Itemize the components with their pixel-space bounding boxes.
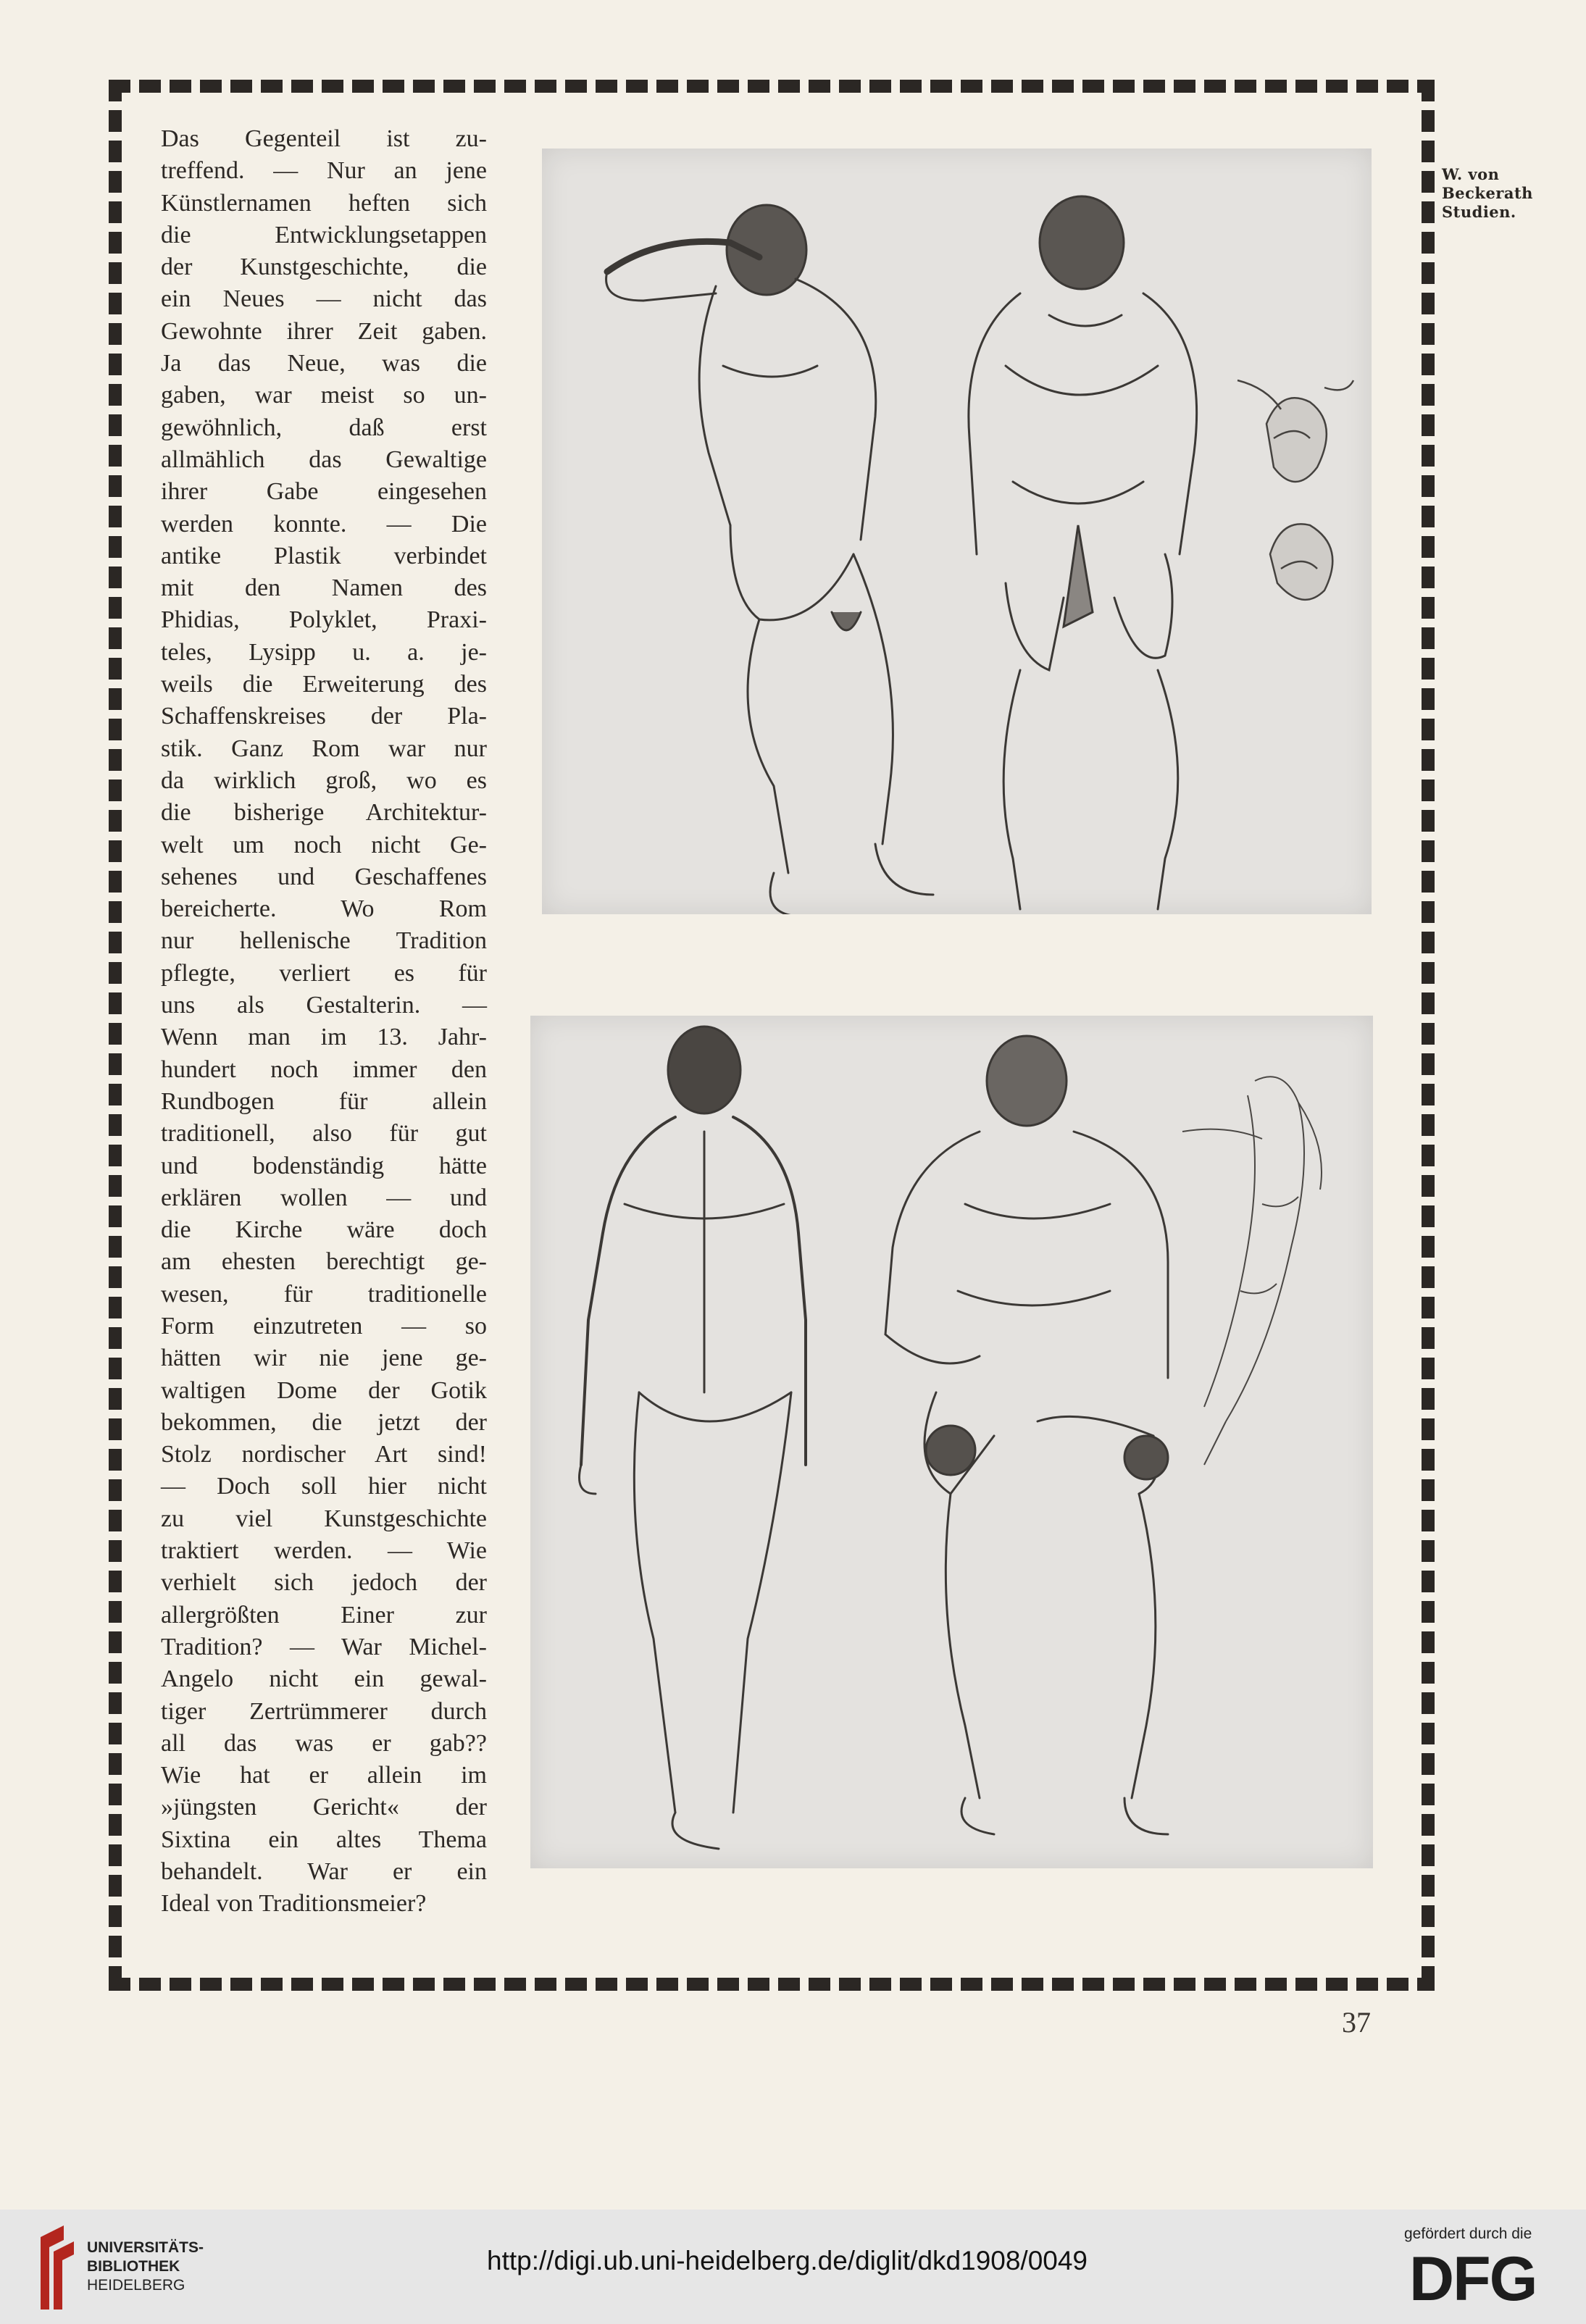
caption-line: Beckerath <box>1442 184 1533 202</box>
text-line: da wirklich groß, wo es <box>161 766 487 794</box>
text-line: werden konnte. — Die <box>161 510 487 538</box>
text-line: ein Neues — nicht das <box>161 285 487 313</box>
funding-note: gefördert durch die <box>1404 2225 1532 2242</box>
text-line: mit den Namen des <box>161 574 487 602</box>
text-line: traktiert werden. — Wie <box>161 1537 487 1565</box>
text-line: Angelo nicht ein gewal- <box>161 1665 487 1693</box>
text-line: tiger Zertrümmerer durch <box>161 1697 487 1725</box>
text-line: treffend. — Nur an jene <box>161 157 487 185</box>
text-line: Rundbogen für allein <box>161 1087 487 1115</box>
text-line: weils die Erweiterung des <box>161 671 487 698</box>
text-line: waltigen Dome der Gotik <box>161 1376 487 1404</box>
text-line: traditionell, also für gut <box>161 1120 487 1148</box>
text-line: Wie hat er allein im <box>161 1762 487 1789</box>
figure-study-plate-bottom <box>530 1016 1373 1868</box>
text-line: uns als Gestalterin. — <box>161 992 487 1019</box>
text-line: welt um noch nicht Ge- <box>161 831 487 858</box>
text-line: pflegte, verliert es für <box>161 959 487 987</box>
text-line: gewöhnlich, daß erst <box>161 414 487 441</box>
text-line: antike Plastik verbindet <box>161 542 487 569</box>
text-line: Schaffenskreises der Pla- <box>161 703 487 730</box>
text-line: allergrößten Einer zur <box>161 1601 487 1629</box>
caption-line: Studien. <box>1442 203 1516 221</box>
text-line: die Kirche wäre doch <box>161 1216 487 1244</box>
text-line: am ehesten berechtigt ge- <box>161 1248 487 1276</box>
text-line: Tradition? — War Michel- <box>161 1633 487 1660</box>
text-line: stik. Ganz Rom war nur <box>161 735 487 762</box>
library-name-line: BIBLIOTHEK <box>87 2258 180 2275</box>
text-line: Ideal von Traditionsmeier? <box>161 1890 427 1918</box>
text-line: Das Gegenteil ist zu- <box>161 125 487 152</box>
text-line: Sixtina ein altes Thema <box>161 1826 487 1853</box>
text-line: bereicherte. Wo Rom <box>161 895 487 923</box>
text-line: — Doch soll hier nicht <box>161 1473 487 1500</box>
dashed-frame-right <box>1422 80 1435 1991</box>
text-line: der Kunstgeschichte, die <box>161 254 487 281</box>
page-number: 37 <box>1342 2006 1371 2039</box>
text-line: Künstlernamen heften sich <box>161 189 487 217</box>
text-line: die bisherige Architektur- <box>161 799 487 827</box>
dashed-frame-top <box>109 80 1435 93</box>
text-line: nur hellenische Tradition <box>161 927 487 955</box>
dashed-frame-left <box>109 80 122 1991</box>
text-line: sehenes und Geschaffenes <box>161 863 487 890</box>
text-line: zu viel Kunstgeschichte <box>161 1505 487 1532</box>
text-line: und bodenständig hätte <box>161 1152 487 1179</box>
text-line: erklären wollen — und <box>161 1184 487 1211</box>
text-line: verhielt sich jedoch der <box>161 1569 487 1597</box>
text-line: ihrer Gabe eingesehen <box>161 478 487 506</box>
dfg-logo: DFG <box>1409 2244 1537 2314</box>
text-line: Stolz nordischer Art sind! <box>161 1441 487 1468</box>
text-line: bekommen, die jetzt der <box>161 1408 487 1436</box>
text-line: teles, Lysipp u. a. je- <box>161 638 487 666</box>
caption-line: W. von <box>1442 165 1500 183</box>
library-name-line: HEIDELBERG <box>87 2277 185 2294</box>
text-line: Gewohnte ihrer Zeit gaben. <box>161 317 487 345</box>
standing-and-seated-figures-drawing <box>530 1016 1373 1868</box>
seated-figures-drawing <box>542 149 1372 914</box>
text-line: »jüngsten Gericht« der <box>161 1794 487 1821</box>
text-line: Wenn man im 13. Jahr- <box>161 1024 487 1051</box>
text-line: hundert noch immer den <box>161 1056 487 1083</box>
figure-study-plate-top <box>542 149 1372 914</box>
text-line: behandelt. War er ein <box>161 1858 487 1886</box>
text-line: hätten wir nie jene ge- <box>161 1345 487 1372</box>
article-text-column <box>161 123 487 1920</box>
text-line: allmählich das Gewaltige <box>161 446 487 473</box>
text-line: gaben, war meist so un- <box>161 382 487 409</box>
university-library-logo-icon <box>35 2223 77 2312</box>
text-line: all das was er gab?? <box>161 1729 487 1757</box>
library-name-line: UNIVERSITÄTS- <box>87 2239 204 2256</box>
text-line: Phidias, Polyklet, Praxi- <box>161 606 487 634</box>
text-line: die Entwicklungsetappen <box>161 221 487 248</box>
text-line: Form einzutreten — so <box>161 1312 487 1339</box>
university-library-name <box>87 2239 204 2295</box>
text-line: Ja das Neue, was die <box>161 350 487 377</box>
dashed-frame-bottom <box>109 1978 1435 1991</box>
illustration-caption <box>1442 165 1572 222</box>
text-line: wesen, für traditionelle <box>161 1280 487 1308</box>
permalink-url[interactable]: http://digi.ub.uni-heidelberg.de/diglit/dkd1908/0049 <box>487 2246 1088 2275</box>
